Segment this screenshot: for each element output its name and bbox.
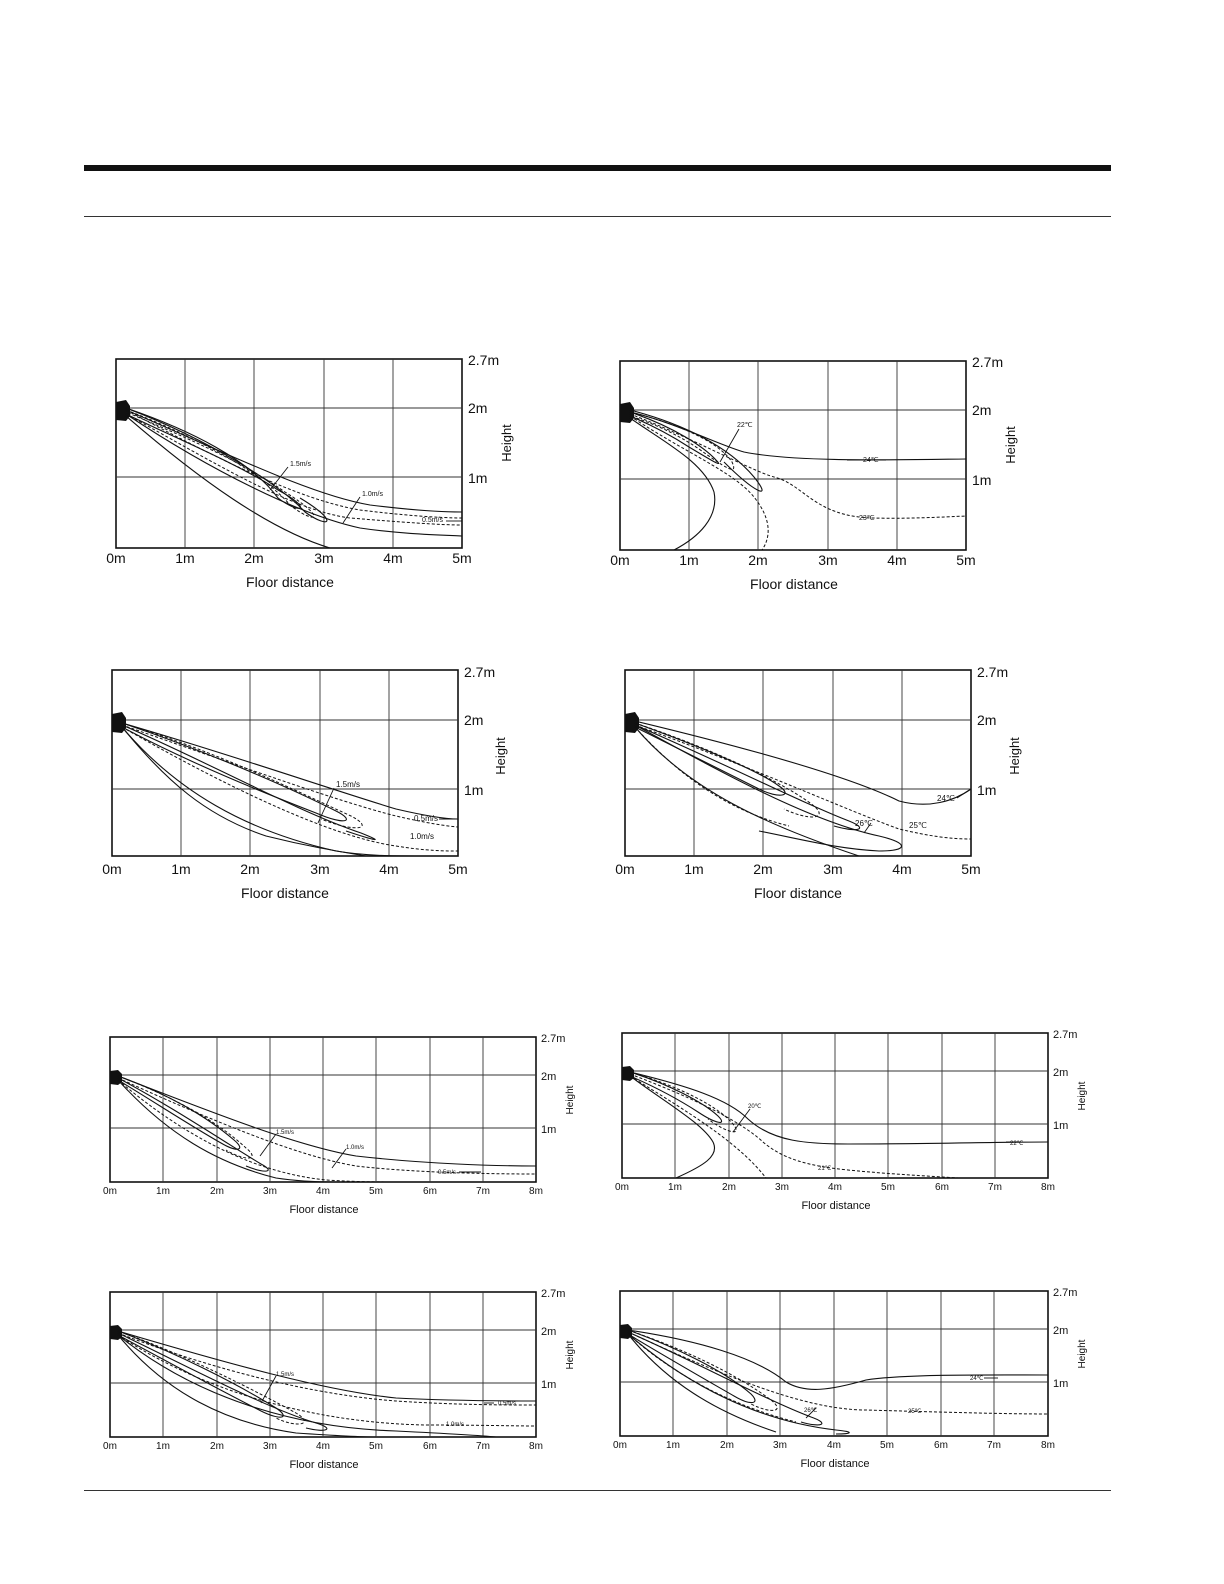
x-axis-label: Floor distance <box>801 1200 871 1212</box>
x-tick-label: 5m <box>881 1182 895 1193</box>
contour-label-2: 26℃ <box>855 819 873 828</box>
y-tick-label: 1m <box>541 1124 557 1136</box>
airflow-temperature-diagram-cool-8m <box>608 1024 1098 1224</box>
airflow-velocity-diagram-cool-5m <box>100 350 540 600</box>
x-tick-label: 4m <box>316 1186 330 1197</box>
y-tick-label: 2m <box>464 712 484 728</box>
contour-label-3: 25℃ <box>909 821 927 830</box>
x-tick-label: 5m <box>369 1186 383 1197</box>
x-tick-label: 0m <box>610 552 630 568</box>
y-tick-label: 2.7m <box>541 1288 566 1300</box>
contour-label-2: 22℃ <box>1010 1141 1024 1147</box>
contour-label-2: 1.0m/s <box>362 491 384 498</box>
contour-label-2: 0.5m/s <box>498 1401 517 1407</box>
contour-label-leaders <box>806 1378 998 1418</box>
grid-lines <box>116 359 462 548</box>
airflow-velocity-diagram-cool-8m <box>96 1028 586 1228</box>
y-tick-label: 2.7m <box>1053 1287 1078 1299</box>
contour-label-1: 1.5m/s <box>276 1372 295 1378</box>
x-tick-label: 1m <box>175 550 195 566</box>
x-tick-label: 5m <box>452 550 472 566</box>
x-tick-label: 0m <box>102 861 122 877</box>
y-tick-label: 2m <box>972 402 992 418</box>
x-tick-label: 4m <box>887 552 907 568</box>
header-thin-rule <box>84 216 1111 217</box>
x-axis-label: Floor distance <box>289 1204 359 1216</box>
x-tick-label: 4m <box>316 1441 330 1452</box>
x-tick-label: 7m <box>476 1441 490 1452</box>
x-tick-label: 3m <box>775 1182 789 1193</box>
y-tick-label: 2.7m <box>468 352 500 368</box>
y-tick-label: 2.7m <box>464 664 496 680</box>
x-tick-label: 2m <box>210 1186 224 1197</box>
y-tick-label: 2.7m <box>1053 1029 1078 1041</box>
contour-lines <box>118 1076 536 1182</box>
airflow-velocity-diagram-heat-8m <box>96 1283 586 1483</box>
y-axis-label: Height <box>565 1340 576 1370</box>
x-tick-label: 4m <box>379 861 399 877</box>
y-axis-label: Height <box>1003 426 1018 464</box>
airflow-temperature-diagram-cool-5m <box>604 352 1044 602</box>
x-tick-label: 2m <box>722 1182 736 1193</box>
x-tick-label: 8m <box>529 1441 543 1452</box>
x-tick-label: 8m <box>1041 1182 1055 1193</box>
grid-lines <box>112 670 458 856</box>
x-tick-label: 6m <box>423 1441 437 1452</box>
y-tick-label: 1m <box>464 782 484 798</box>
contour-label-3: 0.5m/s <box>438 1170 457 1176</box>
y-tick-label: 1m <box>977 782 997 798</box>
airflow-temperature-diagram-heat-8m <box>606 1282 1096 1482</box>
contour-lines <box>635 721 971 856</box>
x-tick-label: 3m <box>263 1186 277 1197</box>
contour-lines <box>122 723 458 856</box>
x-tick-label: 0m <box>615 1182 629 1193</box>
contour-label-1: 22℃ <box>737 422 753 429</box>
x-tick-label: 4m <box>892 861 912 877</box>
x-tick-label: 4m <box>827 1440 841 1451</box>
x-tick-label: 6m <box>935 1182 949 1193</box>
x-tick-label: 4m <box>828 1182 842 1193</box>
y-tick-label: 2.7m <box>972 354 1004 370</box>
contour-label-3: 21℃ <box>818 1166 832 1172</box>
y-tick-label: 1m <box>1053 1378 1069 1390</box>
contour-lines <box>630 1072 1048 1178</box>
x-tick-label: 7m <box>988 1182 1002 1193</box>
y-axis-label: Height <box>1077 1081 1088 1111</box>
x-tick-label: 2m <box>240 861 260 877</box>
y-tick-label: 2m <box>468 400 488 416</box>
contour-label-3: 25℃ <box>908 1409 922 1415</box>
x-tick-label: 2m <box>753 861 773 877</box>
x-tick-label: 1m <box>666 1440 680 1451</box>
x-tick-label: 1m <box>668 1182 682 1193</box>
x-axis-label: Floor distance <box>241 885 329 901</box>
x-axis-label: Floor distance <box>754 885 842 901</box>
contour-label-3: 0.5m/s <box>422 517 444 524</box>
x-axis-label: Floor distance <box>289 1459 359 1471</box>
x-tick-label: 7m <box>476 1186 490 1197</box>
grid-lines <box>620 361 966 550</box>
x-tick-label: 4m <box>383 550 403 566</box>
x-tick-label: 6m <box>423 1186 437 1197</box>
contour-label-2: 26℃ <box>804 1408 818 1414</box>
x-tick-label: 1m <box>684 861 704 877</box>
contour-label-leaders <box>720 429 886 462</box>
y-tick-label: 1m <box>468 470 488 486</box>
x-tick-label: 7m <box>987 1440 1001 1451</box>
x-tick-label: 2m <box>244 550 264 566</box>
x-tick-label: 5m <box>961 861 981 877</box>
y-axis-label: Height <box>1077 1339 1088 1369</box>
x-tick-label: 0m <box>103 1441 117 1452</box>
x-axis-label: Floor distance <box>246 574 334 590</box>
contour-label-1: 24℃ <box>937 794 955 803</box>
footer-rule <box>84 1490 1111 1491</box>
contour-label-2: 1.0m/s <box>346 1145 365 1151</box>
y-tick-label: 2m <box>541 1326 557 1338</box>
x-tick-label: 1m <box>171 861 191 877</box>
x-tick-label: 1m <box>679 552 699 568</box>
contour-label-1: 24℃ <box>970 1376 984 1382</box>
y-tick-label: 1m <box>972 472 992 488</box>
x-axis-label: Floor distance <box>750 576 838 592</box>
grid-lines <box>622 1033 1048 1178</box>
x-tick-label: 6m <box>934 1440 948 1451</box>
y-tick-label: 2m <box>541 1071 557 1083</box>
contour-label-3: 1.0m/s <box>446 1422 465 1428</box>
x-tick-label: 3m <box>818 552 838 568</box>
x-tick-label: 8m <box>1041 1440 1055 1451</box>
y-axis-label: Height <box>1007 737 1022 775</box>
x-tick-label: 2m <box>210 1441 224 1452</box>
x-tick-label: 1m <box>156 1441 170 1452</box>
airflow-temperature-diagram-heat-5m <box>609 661 1049 911</box>
grid-lines <box>620 1291 1048 1436</box>
y-tick-label: 2m <box>1053 1067 1069 1079</box>
y-axis-label: Height <box>565 1085 576 1115</box>
contour-label-3: 23℃ <box>859 515 875 522</box>
x-tick-label: 3m <box>773 1440 787 1451</box>
x-tick-label: 1m <box>156 1186 170 1197</box>
x-axis-label: Floor distance <box>800 1458 870 1470</box>
x-tick-label: 2m <box>720 1440 734 1451</box>
y-tick-label: 2m <box>1053 1325 1069 1337</box>
contour-label-1: 1.5m/s <box>336 780 361 789</box>
airflow-velocity-diagram-heat-5m <box>96 661 536 911</box>
x-tick-label: 3m <box>823 861 843 877</box>
x-tick-label: 5m <box>448 861 468 877</box>
contour-label-1: 20℃ <box>748 1104 762 1110</box>
contour-label-2: 0.5m/s <box>414 814 439 823</box>
contour-lines <box>126 408 462 548</box>
contour-lines <box>630 410 966 550</box>
y-tick-label: 2.7m <box>977 664 1009 680</box>
x-tick-label: 2m <box>748 552 768 568</box>
x-tick-label: 0m <box>615 861 635 877</box>
contour-label-leaders <box>733 1109 1020 1142</box>
indoor-unit-icon <box>622 1066 634 1081</box>
x-tick-label: 5m <box>369 1441 383 1452</box>
contour-label-1: 1.5m/s <box>276 1130 295 1136</box>
header-thick-rule <box>84 165 1111 171</box>
contour-label-3: 1.0m/s <box>410 832 435 841</box>
x-tick-label: 0m <box>613 1440 627 1451</box>
x-tick-label: 3m <box>263 1441 277 1452</box>
y-tick-label: 2.7m <box>541 1033 566 1045</box>
contour-lines <box>118 1331 536 1437</box>
y-tick-label: 1m <box>1053 1120 1069 1132</box>
x-tick-label: 3m <box>310 861 330 877</box>
contour-label-2: 24℃ <box>863 457 879 464</box>
x-tick-label: 8m <box>529 1186 543 1197</box>
y-axis-label: Height <box>493 737 508 775</box>
contour-label-1: 1.5m/s <box>290 461 312 468</box>
y-axis-label: Height <box>499 424 514 462</box>
x-tick-label: 3m <box>314 550 334 566</box>
x-tick-label: 5m <box>956 552 976 568</box>
x-tick-label: 5m <box>880 1440 894 1451</box>
x-tick-label: 0m <box>103 1186 117 1197</box>
x-tick-label: 0m <box>106 550 126 566</box>
y-tick-label: 1m <box>541 1379 557 1391</box>
y-tick-label: 2m <box>977 712 997 728</box>
